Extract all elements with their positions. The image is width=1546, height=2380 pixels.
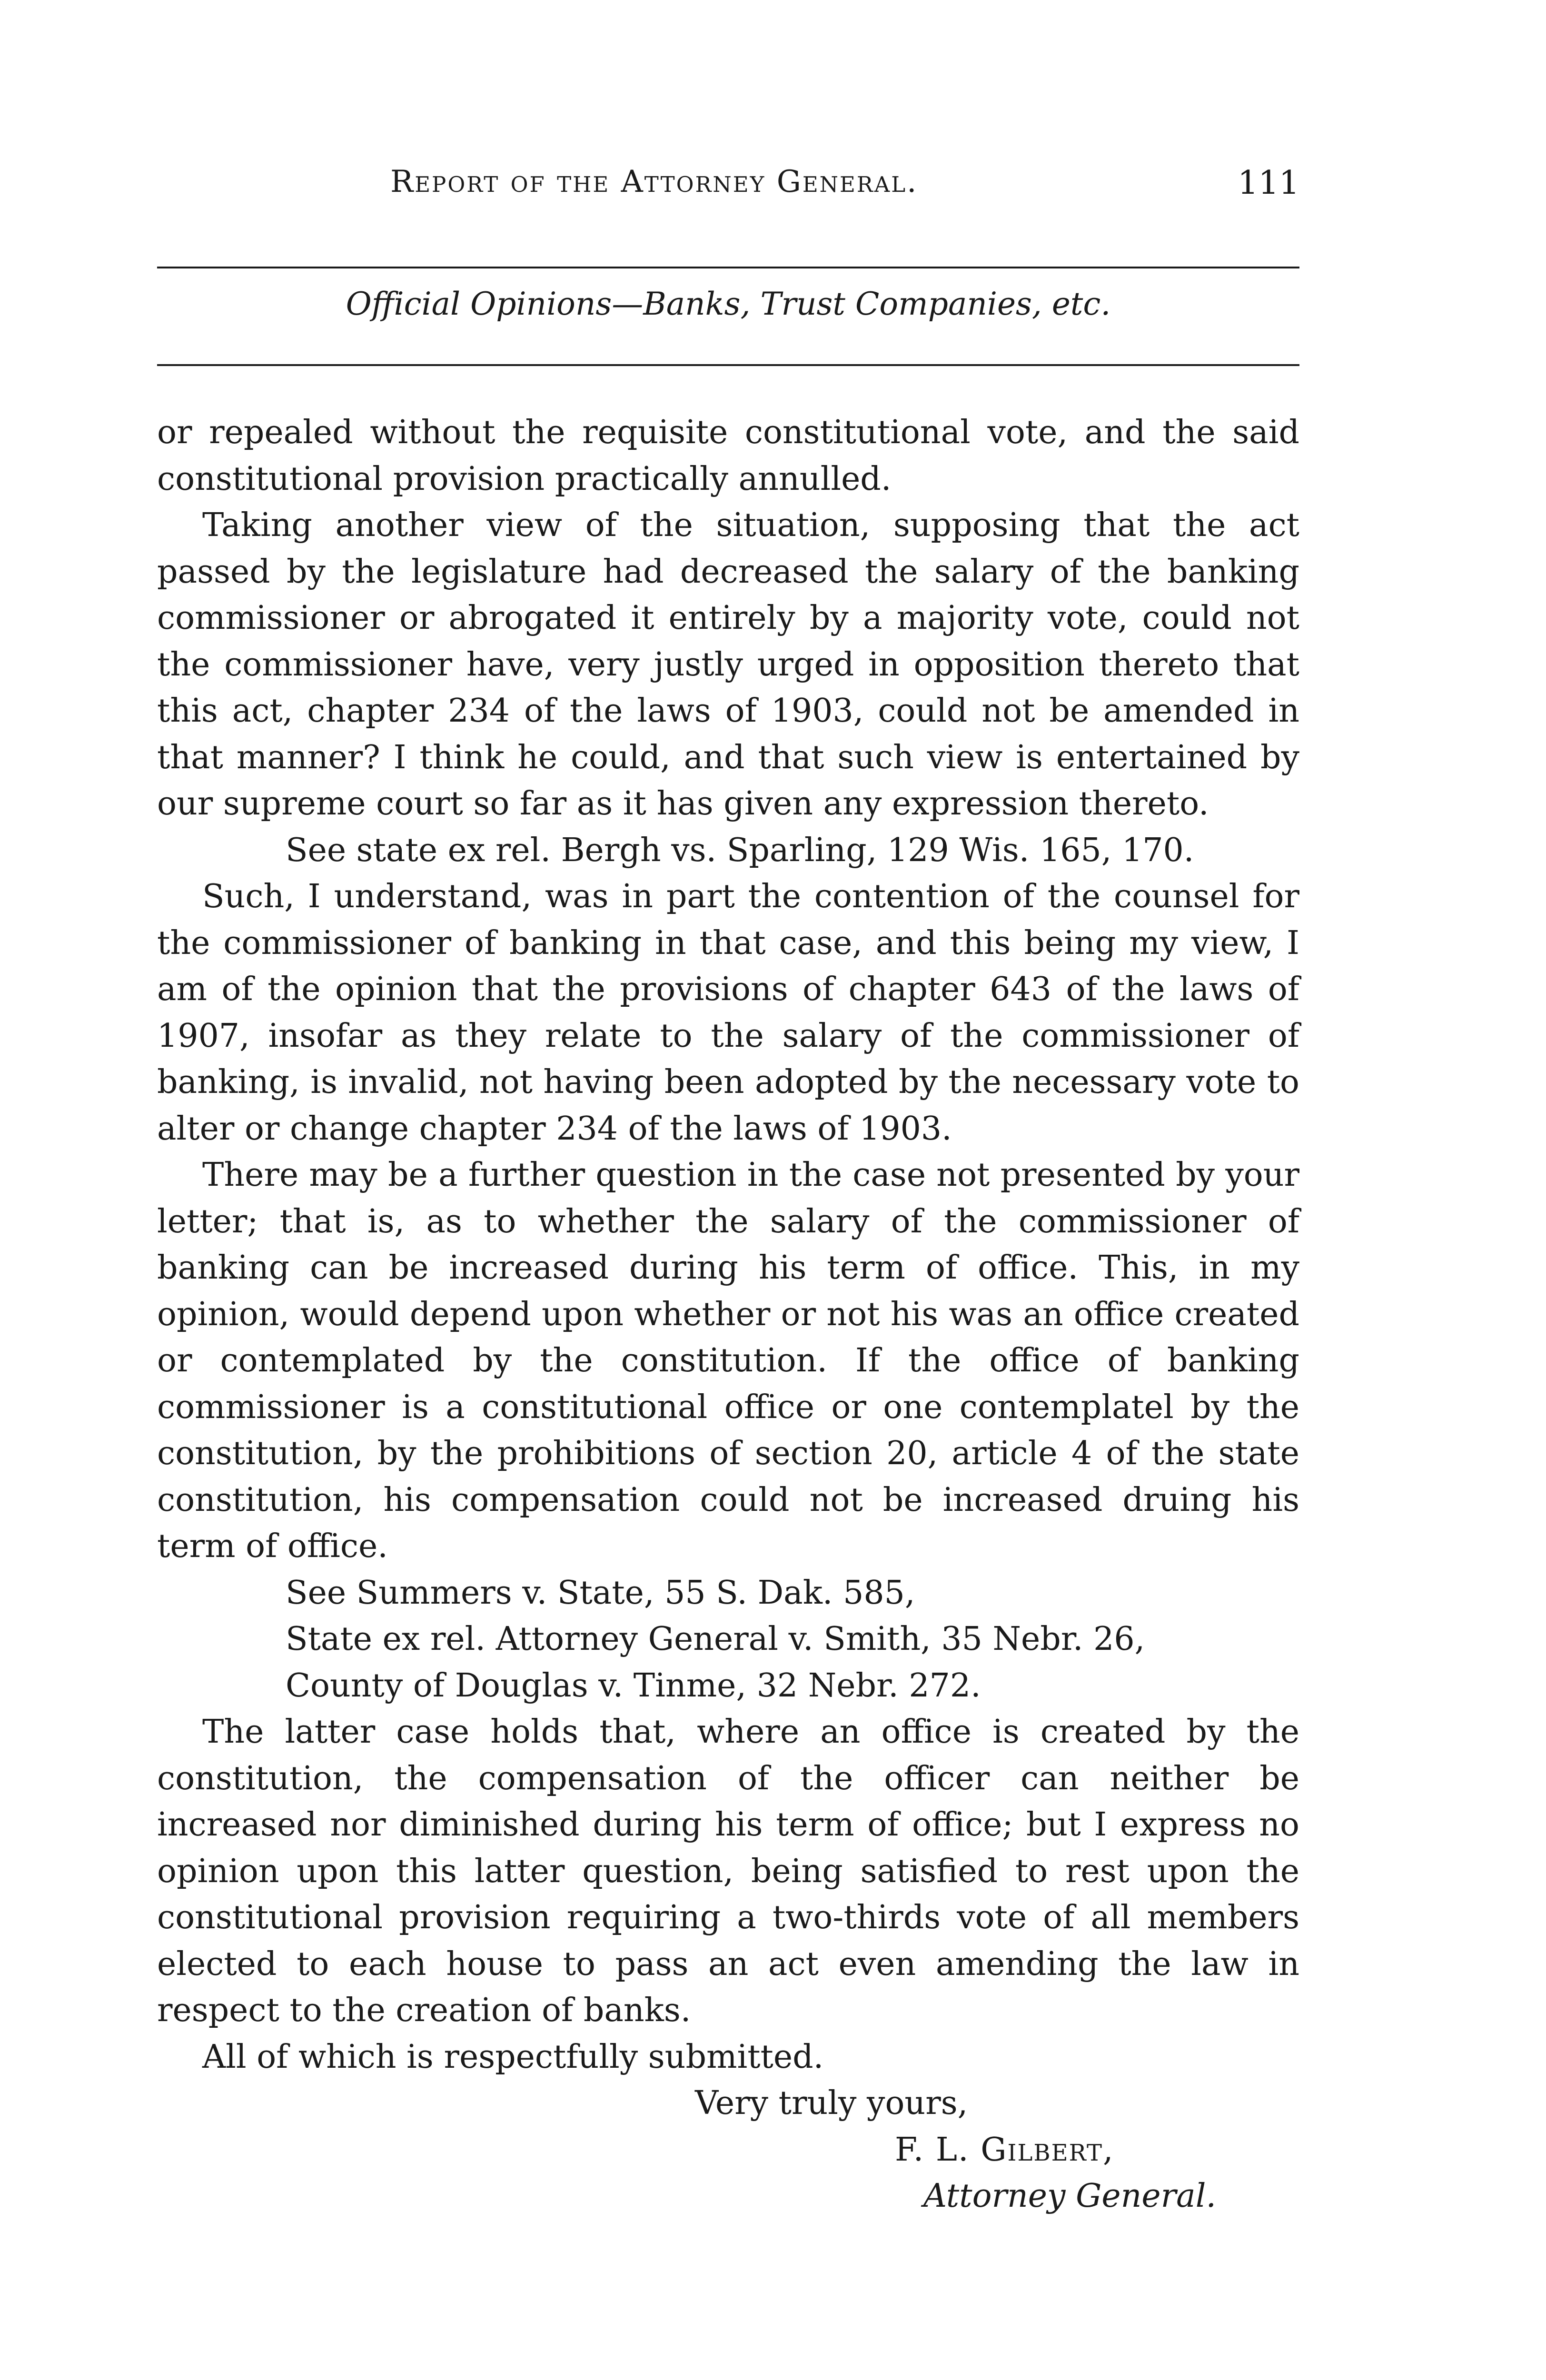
paragraph: There may be a further question in the case not presented by your letter; that is, as to whether the salary of the commissioner of banking can be increased during his term of office. This, in my opinion, would depend upon whether or not his was an office created or contemplated by the constitution. If the office of banking commissioner is a constitutional office or one contemplatel by the constitution, by the prohibitions of section 20, article 4 of the state constitution, his compensation could not be increased druing his term of office. [157, 1156, 1299, 1565]
running-header [157, 164, 1299, 212]
citation: State ex rel. Attorney General v. Smith, 35 Nebr. 26, [286, 1620, 1145, 1658]
paragraph: All of which is respectfully submitted. [202, 2038, 824, 2076]
paragraph: or repealed without the requisite constitutional vote, and the said constitutional provision practically annulled. [157, 414, 1299, 498]
signatory-name: F. L. Gilbert, [895, 2131, 1114, 2169]
section-title: Official Opinions—Banks, Trust Companies, etc. [346, 286, 1111, 322]
body-text [157, 409, 1299, 2220]
running-title: Report of the Attorney General. [390, 164, 918, 199]
paragraph: Taking another view of the situation, supposing that the act passed by the legislature had decreased the salary of the banking commissioner or abrogated it entirely by a majority vote, could not the commissioner have, very justly urged in opposition thereto that this act, chapter 234 of the laws of 1903, could not be amended in that manner? I think he could, and that such view is entertained by our supreme court so far as it has given any expression thereto. [157, 506, 1299, 823]
citation: See Summers v. State, 55 S. Dak. 585, [286, 1574, 915, 1612]
citation: See state ex rel. Bergh vs. Sparling, 129 Wis. 165, 170. [286, 831, 1194, 869]
paragraph: The latter case holds that, where an office is created by the constitution, the compensation of the officer can neither be increased nor diminished during his term of office; but I express no opinion upon this latter question, being satisfied to rest upon the constitutional provision requiring a two-thirds vote of all members elected to each house to pass an act even amending the law in respect to the creation of banks. [157, 1713, 1299, 2029]
signatory-title: Attorney General. [923, 2177, 1217, 2215]
header-rule-bottom [157, 364, 1299, 366]
citation: County of Douglas v. Tinme, 32 Nebr. 272. [286, 1666, 981, 1705]
header-rule-top [157, 267, 1299, 268]
page-number: 111 [1238, 164, 1299, 202]
paragraph: Such, I understand, was in part the contention of the counsel for the commissioner of banking in that case, and this being my view, I am of the opinion that the provisions of chapter 643 of the laws of 1907, insofar as they relate to the salary of the commissioner of banking, is invalid, not having been adopted by the necessary vote to alter or change chapter 234 of the laws of 1903. [157, 878, 1299, 1148]
signatory-name-line [157, 2127, 1299, 2173]
closing-salutation: Very truly yours, [695, 2084, 968, 2122]
